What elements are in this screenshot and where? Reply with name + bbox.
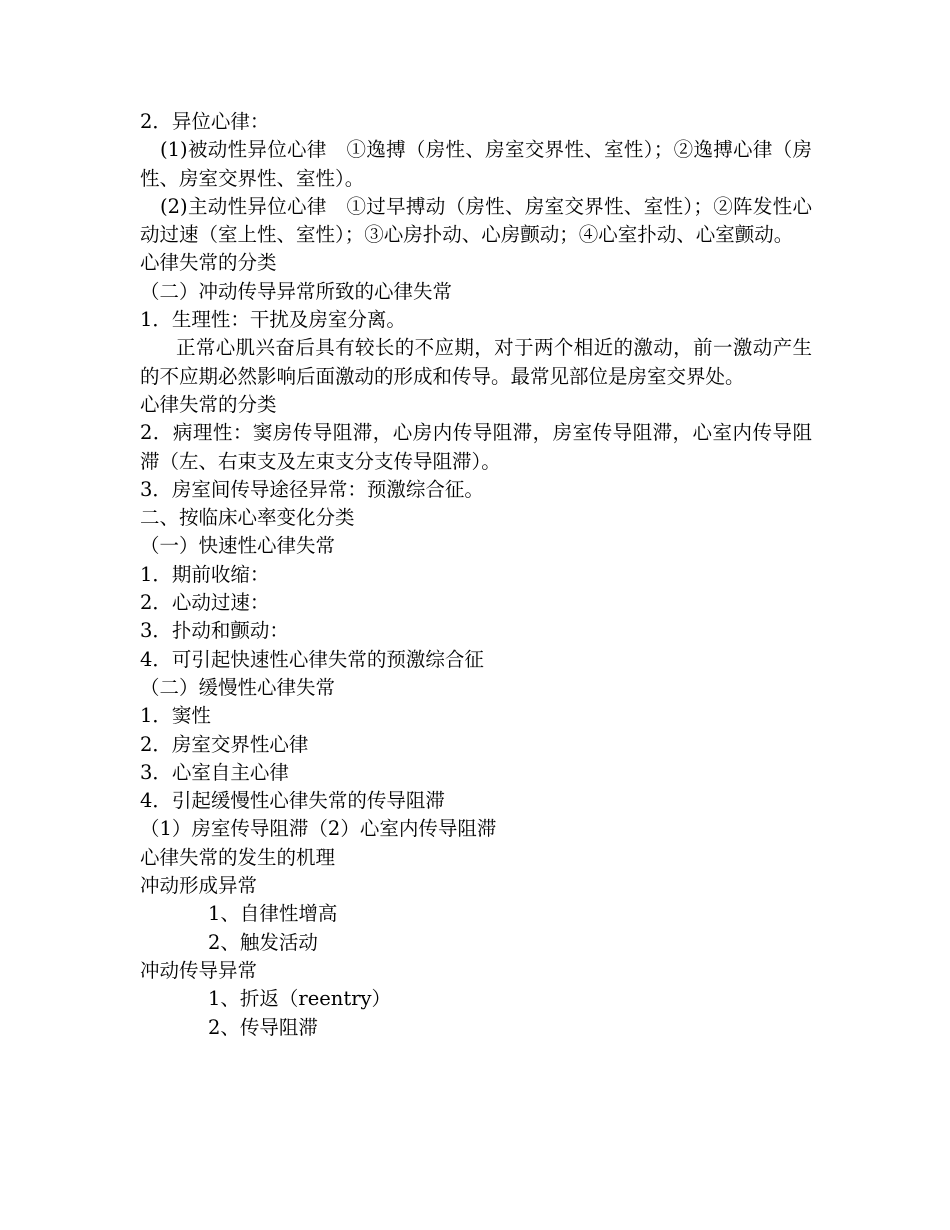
list-item-sub: 2、传导阻滞 [208, 1015, 318, 1039]
paragraph-pathological: 2．病理性：窦房传导阻滞，心房内传导阻滞，房室传导阻滞，心室内传导阻滞（左、右束支及左束支分支传导阻滞）。 [140, 421, 812, 473]
heading-conduction-abnormality: （二）冲动传导异常所致的心律失常 [140, 279, 453, 303]
heading-tachyarrhythmia: （一）快速性心律失常 [140, 534, 336, 558]
heading-impulse-formation: 冲动形成异常 [140, 874, 258, 898]
paragraph-passive-ectopic: (1)被动性异位心律 ①逸搏（房性、房室交界性、室性）；②逸搏心律（房性、房室交界性、室性）。 [140, 138, 812, 190]
list-item: 2．心动过速： [140, 591, 270, 615]
document-body [140, 108, 812, 1042]
list-item-sub: 1、折返（reentry） [208, 987, 392, 1011]
list-item: 1．期前收缩： [140, 562, 270, 586]
list-item: 2．房室交界性心律 [140, 732, 309, 756]
list-item-sub: 1、自律性增高 [208, 902, 338, 926]
heading-arrhythmia-classification-2: 心律失常的分类 [140, 392, 277, 416]
heading-clinical-rate-classification: 二、按临床心率变化分类 [140, 506, 355, 530]
list-item: 1．窦性 [140, 704, 211, 728]
list-item-physiological: 1．生理性：干扰及房室分离。 [140, 308, 406, 332]
list-item-sub: 2、触发活动 [208, 930, 318, 954]
paragraph-refractory-period: 正常心肌兴奋后具有较长的不应期，对于两个相近的激动，前一激动产生的不应期必然影响后面激动的形成和传导。最常见部位是房室交界处。 [140, 336, 812, 388]
paragraph-active-ectopic: (2)主动性异位心律 ①过早搏动（房性、房室交界性、室性）；②阵发性心动过速（室上性、室性）；③心房扑动、心房颤动；④心室扑动、心室颤动。 [140, 194, 812, 247]
heading-impulse-conduction: 冲动传导异常 [140, 958, 258, 982]
list-item: 3．心室自主心律 [140, 760, 289, 784]
list-item: 3．扑动和颤动： [140, 619, 289, 643]
heading-mechanism: 心律失常的发生的机理 [140, 845, 336, 869]
list-item: 4．引起缓慢性心律失常的传导阻滞 [140, 789, 445, 813]
section-heading-ectopic-rhythm: 2．异位心律： [140, 110, 270, 133]
list-item: （1）房室传导阻滞（2）心室内传导阻滞 [140, 817, 497, 841]
heading-bradyarrhythmia: （二）缓慢性心律失常 [140, 675, 336, 699]
list-item-preexcitation: 3．房室间传导途径异常：预激综合征。 [140, 477, 484, 501]
list-item: 4．可引起快速性心律失常的预激综合征 [140, 647, 484, 671]
heading-arrhythmia-classification: 心律失常的分类 [140, 251, 277, 275]
